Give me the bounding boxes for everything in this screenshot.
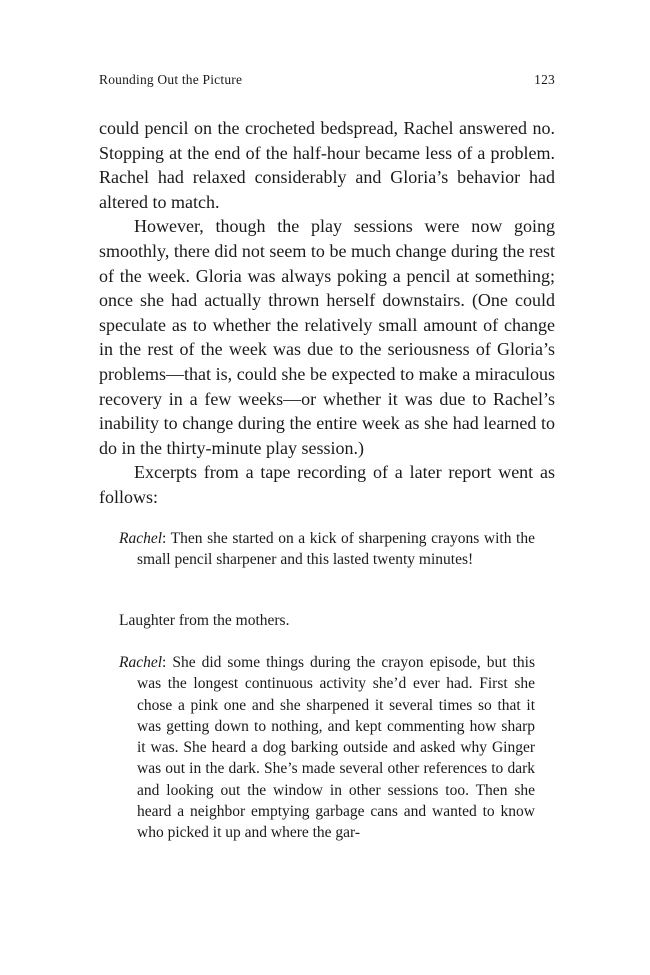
paragraph: Excerpts from a tape recording of a later report went as follows: [99, 462, 555, 507]
paragraph: However, though the play sessions were now going smoothly, there did not seem to be much change during the rest of the week. Gloria was always poking a pencil at something; once she had actually thrown herself downstairs. (One could speculate as to whether the relatively small amount of change in the rest of the week was due to the seriousness of Gloria’s problems—that is, could she be expected to make a miraculous recovery in a few weeks—or whether it was due to Rachel’s inability to change during the entire week as she had learned to do in the thirty-minute play session.) [99, 216, 555, 458]
extract-block [119, 610, 535, 631]
extract-paragraph: Laughter from the mothers. [119, 612, 290, 629]
extract-text: : Then she started on a kick of sharpening crayons with the small pencil sharpener and this lasted twenty minutes! [137, 530, 535, 569]
extract-text: : She did some things during the crayon episode, but this was the longest continuous activity she’d ever had. First she chose a pink one and she sharpened it several times so that it was getting down to nothing, and kept commenting how sharp it was. She heard a dog barking outside and asked why Ginger was out in the dark. She’s made several other references to dark and looking out the window in other sessions too. Then she heard a neighbor emptying garbage cans and wanted to know who picked it up and where the gar- [137, 654, 535, 842]
running-head [99, 72, 555, 88]
extract-paragraph [119, 652, 535, 844]
paragraph: could pencil on the crocheted bedspread, Rachel answered no. Stopping at the end of the half-hour became less of a problem. Rachel had relaxed considerably and Gloria’s behavior had altered to match. [99, 118, 555, 212]
chapter-title: Rounding Out the Picture [99, 72, 243, 87]
speaker-name: Rachel [119, 654, 163, 671]
extract-paragraph [119, 528, 535, 571]
extract-block [119, 652, 535, 844]
speaker-name: Rachel [119, 530, 163, 547]
extract-block [119, 528, 535, 571]
page-number: 123 [534, 72, 555, 87]
body-text [99, 116, 555, 510]
